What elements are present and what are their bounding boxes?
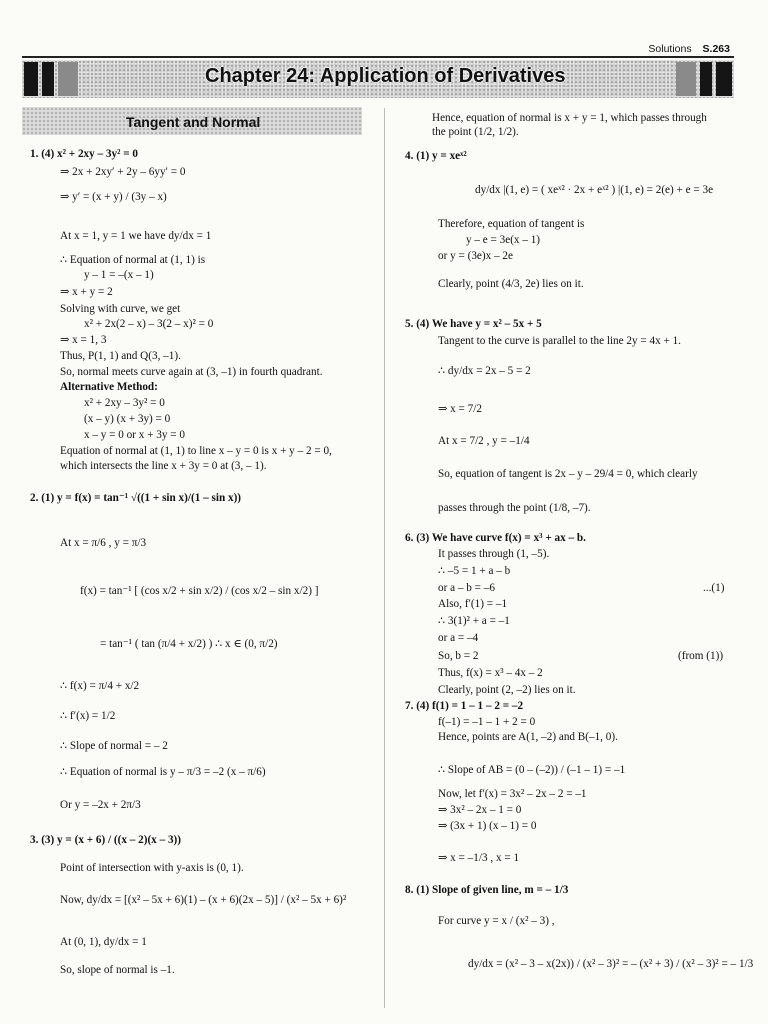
banner-block-right-2 bbox=[700, 62, 712, 96]
solution-line-right: ⇒ x = –1/3 , x = 1 bbox=[438, 852, 520, 864]
solution-line-right: So, equation of tangent is 2x – y – 29/4 = 0, which clearly bbox=[438, 468, 698, 480]
solution-line-left: = tan⁻¹ ( tan (π/4 + x/2) ) ∴ x ∈ (0, π/2) bbox=[100, 638, 278, 650]
solution-line-right: 7. (4) f(1) = 1 – 1 – 2 = –2 bbox=[405, 700, 524, 712]
solution-line-left: So, slope of normal is –1. bbox=[60, 964, 175, 976]
solution-line-right: y – e = 3e(x – 1) bbox=[466, 234, 541, 246]
banner-block-right-3 bbox=[716, 62, 732, 96]
solution-line-left: ∴ Equation of normal at (1, 1) is bbox=[60, 254, 206, 266]
solution-line-right: 4. (1) y = xeˣ² bbox=[405, 150, 467, 162]
chapter-title: Chapter 24: Application of Derivatives bbox=[205, 65, 566, 87]
solution-line-left: ⇒ 2x + 2xy′ + 2y – 6yy′ = 0 bbox=[60, 166, 186, 178]
solution-line-right: Hence, points are A(1, –2) and B(–1, 0). bbox=[438, 731, 618, 743]
solution-line-left: At (0, 1), dy/dx = 1 bbox=[60, 936, 147, 948]
solution-line-left: y – 1 = –(x – 1) bbox=[84, 269, 154, 281]
solution-line-left: ∴ f(x) = π/4 + x/2 bbox=[60, 680, 140, 692]
solution-line-left: 2. (1) y = f(x) = tan⁻¹ √((1 + sin x)/(1 – sin x)) bbox=[30, 492, 242, 504]
section-title: Tangent and Normal bbox=[126, 114, 261, 130]
solution-line-left: ⇒ x = 1, 3 bbox=[60, 334, 107, 346]
solution-line-right: Also, f′(1) = –1 bbox=[438, 598, 508, 610]
solution-line-left: Point of intersection with y-axis is (0, 1). bbox=[60, 862, 244, 874]
solution-line-left: x² + 2x(2 – x) – 3(2 – x)² = 0 bbox=[84, 318, 214, 330]
solution-line-left: At x = 1, y = 1 we have dy/dx = 1 bbox=[60, 230, 212, 242]
page-number: S.263 bbox=[702, 43, 730, 55]
solution-line-left: At x = π/6 , y = π/3 bbox=[60, 537, 147, 549]
solution-line-left: Alternative Method: bbox=[60, 381, 158, 393]
column-divider bbox=[384, 108, 385, 1008]
header-label: Solutions bbox=[648, 43, 692, 55]
banner-block-left-1 bbox=[24, 62, 38, 96]
solution-line-left: ⇒ x + y = 2 bbox=[60, 286, 113, 298]
banner-block-left-3 bbox=[58, 62, 78, 96]
solution-line-left: ∴ Slope of normal = – 2 bbox=[60, 740, 168, 752]
solution-line-right: ∴ dy/dx = 2x – 5 = 2 bbox=[438, 365, 531, 377]
solution-line-right: or y = (3e)x – 2e bbox=[438, 250, 513, 262]
solution-line-right: dy/dx = (x² – 3 – x(2x)) / (x² – 3)² = – (x² + 3) / (x² – 3)² = – 1/3 bbox=[468, 958, 754, 970]
solution-line-right: For curve y = x / (x² – 3) , bbox=[438, 915, 555, 927]
banner-block-left-2 bbox=[42, 62, 54, 96]
solution-line-right: So, b = 2 bbox=[438, 650, 479, 662]
solution-line-right: At x = 7/2 , y = –1/4 bbox=[438, 435, 530, 447]
solution-line-right: ∴ Slope of AB = (0 – (–2)) / (–1 – 1) = –1 bbox=[438, 764, 626, 776]
solution-line-left: So, normal meets curve again at (3, –1) in fourth quadrant. bbox=[60, 366, 323, 378]
solution-line-right: Clearly, point (4/3, 2e) lies on it. bbox=[438, 278, 584, 290]
page-header bbox=[648, 43, 730, 56]
solution-line-right: Now, let f′(x) = 3x² – 2x – 2 = –1 bbox=[438, 788, 587, 800]
solution-line-right: 6. (3) We have curve f(x) = x³ + ax – b. bbox=[405, 532, 586, 544]
solution-line-right: passes through the point (1/8, –7). bbox=[438, 502, 591, 514]
solution-line-right: Clearly, point (2, –2) lies on it. bbox=[438, 684, 576, 696]
solution-line-right: or a – b = –6 bbox=[438, 582, 495, 594]
solution-line-left: Solving with curve, we get bbox=[60, 303, 181, 315]
solution-line-right: ⇒ 3x² – 2x – 1 = 0 bbox=[438, 804, 522, 816]
header-rule bbox=[22, 56, 734, 58]
solution-line-left: Thus, P(1, 1) and Q(3, –1). bbox=[60, 350, 181, 362]
solution-line-right: or a = –4 bbox=[438, 632, 479, 644]
solution-line-left: Now, dy/dx = [(x² – 5x + 6)(1) – (x + 6)(2x – 5)] / (x² – 5x + 6)² bbox=[60, 894, 347, 906]
equation-tag: ...(1) bbox=[703, 582, 725, 594]
solution-line-left: x – y = 0 or x + 3y = 0 bbox=[84, 429, 185, 441]
solution-line-left: 3. (3) y = (x + 6) / ((x – 2)(x – 3)) bbox=[30, 834, 182, 846]
solution-line-left: 1. (4) x² + 2xy – 3y² = 0 bbox=[30, 148, 139, 160]
banner-block-right-1 bbox=[676, 62, 696, 96]
solution-line-right: ⇒ (3x + 1) (x – 1) = 0 bbox=[438, 820, 537, 832]
solution-line-right: 5. (4) We have y = x² – 5x + 5 bbox=[405, 318, 542, 330]
solution-line-right: the point (1/2, 1/2). bbox=[432, 126, 519, 138]
solution-line-right: ∴ –5 = 1 + a – b bbox=[438, 565, 511, 577]
solution-line-left: ∴ Equation of normal is y – π/3 = –2 (x – π/6) bbox=[60, 766, 266, 778]
solution-line-right: Therefore, equation of tangent is bbox=[438, 218, 585, 230]
solution-line-left: Or y = –2x + 2π/3 bbox=[60, 799, 141, 811]
solution-line-right: ⇒ x = 7/2 bbox=[438, 403, 482, 415]
solution-line-left: x² + 2xy – 3y² = 0 bbox=[84, 397, 165, 409]
solution-line-left: Equation of normal at (1, 1) to line x – y = 0 is x + y – 2 = 0, bbox=[60, 445, 332, 457]
solution-line-left: ⇒ y′ = (x + y) / (3y – x) bbox=[60, 191, 167, 203]
solution-line-right: f(–1) = –1 – 1 + 2 = 0 bbox=[438, 716, 536, 728]
solution-line-left: (x – y) (x + 3y) = 0 bbox=[84, 413, 171, 425]
solution-line-left: f(x) = tan⁻¹ [ (cos x/2 + sin x/2) / (cos x/2 – sin x/2) ] bbox=[80, 585, 319, 597]
solution-line-left: which intersects the line x + 3y = 0 at (3, – 1). bbox=[60, 460, 267, 472]
solution-line-left: ∴ f′(x) = 1/2 bbox=[60, 710, 116, 722]
solution-line-right: Thus, f(x) = x³ – 4x – 2 bbox=[438, 667, 543, 679]
solution-line-right: dy/dx |(1, e) = ( xeˣ² · 2x + eˣ² ) |(1, e) = 2(e) + e = 3e bbox=[475, 184, 714, 196]
solution-line-right: Hence, equation of normal is x + y = 1, which passes through bbox=[432, 112, 707, 124]
solution-line-right: ∴ 3(1)² + a = –1 bbox=[438, 615, 510, 627]
solution-line-right: 8. (1) Slope of given line, m = – 1/3 bbox=[405, 884, 569, 896]
solution-line-right: It passes through (1, –5). bbox=[438, 548, 550, 560]
solution-line-right: Tangent to the curve is parallel to the line 2y = 4x + 1. bbox=[438, 335, 681, 347]
equation-tag: (from (1)) bbox=[678, 650, 724, 662]
